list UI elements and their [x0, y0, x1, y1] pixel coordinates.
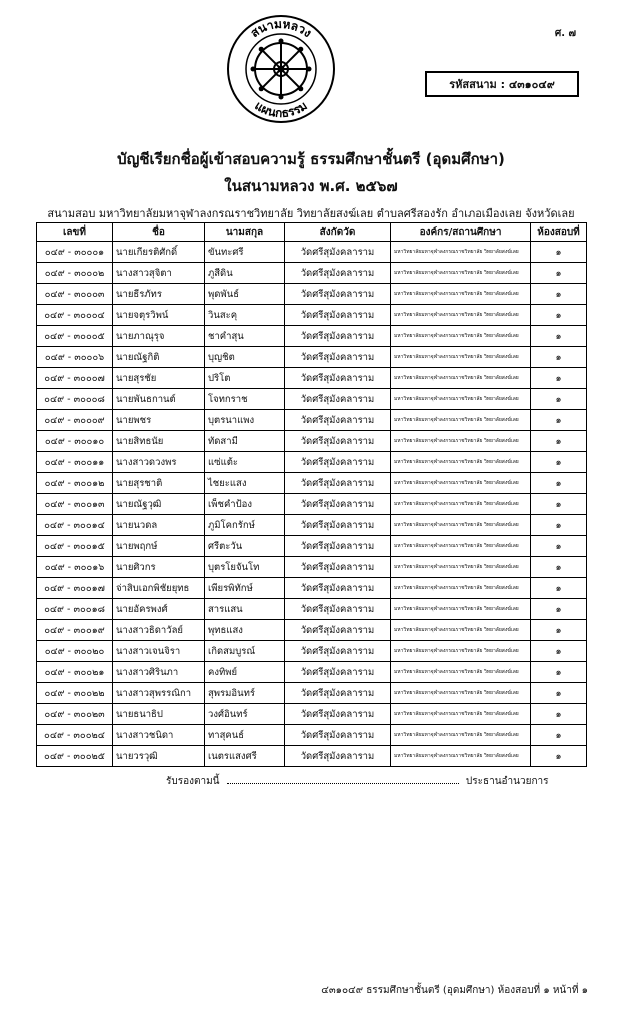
table-row [37, 557, 587, 578]
cell-temple: วัดศรีสุมังคลาราม [285, 578, 391, 599]
cell-surname: พุทธแสง [205, 620, 285, 641]
cell-room: ๑ [531, 263, 587, 284]
cell-name: นายพชร [113, 410, 205, 431]
cell-org: มหาวิทยาลัยมหาจุฬาลงกรณราชวิทยาลัย วิทยาลัยสงฆ์เลย [391, 746, 531, 767]
cell-org: มหาวิทยาลัยมหาจุฬาลงกรณราชวิทยาลัย วิทยาลัยสงฆ์เลย [391, 431, 531, 452]
cell-room: ๑ [531, 683, 587, 704]
cell-id: ๐๔๙ - ๓๐๐๐๒ [37, 263, 113, 284]
cell-name: นายธีรภัทร [113, 284, 205, 305]
cell-id: ๐๔๙ - ๓๐๐๐๕ [37, 326, 113, 347]
cell-name: นางสาวชนิดา [113, 725, 205, 746]
cell-org: มหาวิทยาลัยมหาจุฬาลงกรณราชวิทยาลัย วิทยาลัยสงฆ์เลย [391, 704, 531, 725]
cell-name: นายจตุรวิพน์ [113, 305, 205, 326]
cell-org: มหาวิทยาลัยมหาจุฬาลงกรณราชวิทยาลัย วิทยาลัยสงฆ์เลย [391, 452, 531, 473]
cell-org: มหาวิทยาลัยมหาจุฬาลงกรณราชวิทยาลัย วิทยาลัยสงฆ์เลย [391, 662, 531, 683]
table-row [37, 704, 587, 725]
cell-surname: บุญชิต [205, 347, 285, 368]
cell-temple: วัดศรีสุมังคลาราม [285, 473, 391, 494]
table-body [37, 242, 587, 767]
cell-id: ๐๔๙ - ๓๐๐๐๗ [37, 368, 113, 389]
form-code: ศ. ๗ [554, 28, 576, 39]
cell-temple: วัดศรีสุมังคลาราม [285, 389, 391, 410]
cell-org: มหาวิทยาลัยมหาจุฬาลงกรณราชวิทยาลัย วิทยาลัยสงฆ์เลย [391, 578, 531, 599]
cell-id: ๐๔๙ - ๓๐๐๑๘ [37, 599, 113, 620]
cell-room: ๑ [531, 368, 587, 389]
cell-org: มหาวิทยาลัยมหาจุฬาลงกรณราชวิทยาลัย วิทยาลัยสงฆ์เลย [391, 284, 531, 305]
table-row [37, 347, 587, 368]
cell-surname: ทัดสามี [205, 431, 285, 452]
cell-id: ๐๔๙ - ๓๐๐๒๕ [37, 746, 113, 767]
cell-room: ๑ [531, 326, 587, 347]
cell-id: ๐๔๙ - ๓๐๐๑๖ [37, 557, 113, 578]
cell-org: มหาวิทยาลัยมหาจุฬาลงกรณราชวิทยาลัย วิทยาลัยสงฆ์เลย [391, 641, 531, 662]
cell-surname: คงทิพย์ [205, 662, 285, 683]
table-row [37, 452, 587, 473]
cell-id: ๐๔๙ - ๓๐๐๒๔ [37, 725, 113, 746]
cell-id: ๐๔๙ - ๓๐๐๒๐ [37, 641, 113, 662]
cell-name: นายณัฐกิติ [113, 347, 205, 368]
cell-temple: วัดศรีสุมังคลาราม [285, 515, 391, 536]
cell-surname: ภูมิโคกรักษ์ [205, 515, 285, 536]
cell-temple: วัดศรีสุมังคลาราม [285, 368, 391, 389]
cell-temple: วัดศรีสุมังคลาราม [285, 704, 391, 725]
cell-name: นายพันธกานต์ [113, 389, 205, 410]
cell-name: นางสาวสุจิตา [113, 263, 205, 284]
table-row [37, 410, 587, 431]
seal-top-text: สนามหลวง [247, 16, 315, 41]
cell-surname: สารแสน [205, 599, 285, 620]
cell-room: ๑ [531, 284, 587, 305]
cell-id: ๐๔๙ - ๓๐๐๐๖ [37, 347, 113, 368]
cell-room: ๑ [531, 536, 587, 557]
table-row [37, 746, 587, 767]
cell-org: มหาวิทยาลัยมหาจุฬาลงกรณราชวิทยาลัย วิทยาลัยสงฆ์เลย [391, 494, 531, 515]
cell-org: มหาวิทยาลัยมหาจุฬาลงกรณราชวิทยาลัย วิทยาลัยสงฆ์เลย [391, 515, 531, 536]
cell-org: มหาวิทยาลัยมหาจุฬาลงกรณราชวิทยาลัย วิทยาลัยสงฆ์เลย [391, 725, 531, 746]
header-temple: สังกัดวัด [285, 223, 391, 242]
cell-room: ๑ [531, 305, 587, 326]
cell-name: นายสิทธนัย [113, 431, 205, 452]
cell-temple: วัดศรีสุมังคลาราม [285, 557, 391, 578]
cell-org: มหาวิทยาลัยมหาจุฬาลงกรณราชวิทยาลัย วิทยาลัยสงฆ์เลย [391, 389, 531, 410]
cell-name: นายสุรชัย [113, 368, 205, 389]
table-row [37, 326, 587, 347]
cell-room: ๑ [531, 599, 587, 620]
cell-surname: ปริโต [205, 368, 285, 389]
cell-room: ๑ [531, 242, 587, 263]
table-row [37, 641, 587, 662]
header-name: ชื่อ [113, 223, 205, 242]
cell-temple: วัดศรีสุมังคลาราม [285, 599, 391, 620]
cell-surname: ศรีตะวัน [205, 536, 285, 557]
table-row [37, 473, 587, 494]
document-title: บัญชีเรียกชื่อผู้เข้าสอบความรู้ ธรรมศึกษาชั้นตรี (อุดมศึกษา) [117, 150, 505, 168]
cell-room: ๑ [531, 557, 587, 578]
cell-surname: ทาสุคนธ์ [205, 725, 285, 746]
table-row [37, 578, 587, 599]
cell-surname: วงศ์อินทร์ [205, 704, 285, 725]
header-surname: นามสกุล [205, 223, 285, 242]
cell-room: ๑ [531, 641, 587, 662]
cell-temple: วัดศรีสุมังคลาราม [285, 683, 391, 704]
cell-room: ๑ [531, 746, 587, 767]
cell-name: นางสาวสุพรรณิกา [113, 683, 205, 704]
header-id: เลขที่ [37, 223, 113, 242]
cell-name: นายนวดล [113, 515, 205, 536]
cell-surname: พุดพันธ์ [205, 284, 285, 305]
cell-org: มหาวิทยาลัยมหาจุฬาลงกรณราชวิทยาลัย วิทยาลัยสงฆ์เลย [391, 599, 531, 620]
cell-temple: วัดศรีสุมังคลาราม [285, 641, 391, 662]
cell-surname: เกิดสมบูรณ์ [205, 641, 285, 662]
examinee-roster-table [36, 222, 587, 767]
cell-name: นางสาวธิดาวัลย์ [113, 620, 205, 641]
cell-name: นางสาวดวงพร [113, 452, 205, 473]
table-row [37, 725, 587, 746]
cell-surname: ขันทะศรี [205, 242, 285, 263]
cell-id: ๐๔๙ - ๓๐๐๐๘ [37, 389, 113, 410]
cell-org: มหาวิทยาลัยมหาจุฬาลงกรณราชวิทยาลัย วิทยาลัยสงฆ์เลย [391, 557, 531, 578]
cell-name: นางสาวศิรินภา [113, 662, 205, 683]
cell-temple: วัดศรีสุมังคลาราม [285, 263, 391, 284]
cell-room: ๑ [531, 494, 587, 515]
header-org: องค์กร/สถานศึกษา [391, 223, 531, 242]
cell-id: ๐๔๙ - ๓๐๐๑๓ [37, 494, 113, 515]
cell-room: ๑ [531, 725, 587, 746]
cell-temple: วัดศรีสุมังคลาราม [285, 347, 391, 368]
cell-id: ๐๔๙ - ๓๐๐๑๗ [37, 578, 113, 599]
cell-id: ๐๔๙ - ๓๐๐๑๙ [37, 620, 113, 641]
cell-id: ๐๔๙ - ๓๐๐๑๒ [37, 473, 113, 494]
cell-name: นายศิวกร [113, 557, 205, 578]
cell-surname: เพียรพิทักษ์ [205, 578, 285, 599]
cell-id: ๐๔๙ - ๓๐๐๒๑ [37, 662, 113, 683]
cell-id: ๐๔๙ - ๓๐๐๒๓ [37, 704, 113, 725]
cell-id: ๐๔๙ - ๓๐๐๑๔ [37, 515, 113, 536]
cell-surname: เพ็ชคำป้อง [205, 494, 285, 515]
table-header-row [37, 223, 587, 242]
cell-room: ๑ [531, 473, 587, 494]
cell-surname: โจทกราช [205, 389, 285, 410]
cell-org: มหาวิทยาลัยมหาจุฬาลงกรณราชวิทยาลัย วิทยาลัยสงฆ์เลย [391, 536, 531, 557]
svg-text:แผนกธรรม [252, 98, 310, 120]
cell-room: ๑ [531, 347, 587, 368]
cell-org: มหาวิทยาลัยมหาจุฬาลงกรณราชวิทยาลัย วิทยาลัยสงฆ์เลย [391, 620, 531, 641]
cell-id: ๐๔๙ - ๓๐๐๑๕ [37, 536, 113, 557]
cell-id: ๐๔๙ - ๓๐๐๑๑ [37, 452, 113, 473]
cell-temple: วัดศรีสุมังคลาราม [285, 494, 391, 515]
table-row [37, 305, 587, 326]
signature-dotted-line [227, 775, 459, 784]
cell-temple: วัดศรีสุมังคลาราม [285, 305, 391, 326]
cell-temple: วัดศรีสุมังคลาราม [285, 620, 391, 641]
cell-room: ๑ [531, 704, 587, 725]
cell-temple: วัดศรีสุมังคลาราม [285, 431, 391, 452]
cell-name: นายพฤกษ์ [113, 536, 205, 557]
cell-name: นายวรวุฒิ [113, 746, 205, 767]
cell-room: ๑ [531, 452, 587, 473]
cell-org: มหาวิทยาลัยมหาจุฬาลงกรณราชวิทยาลัย วิทยาลัยสงฆ์เลย [391, 305, 531, 326]
cell-org: มหาวิทยาลัยมหาจุฬาลงกรณราชวิทยาลัย วิทยาลัยสงฆ์เลย [391, 347, 531, 368]
table-row [37, 620, 587, 641]
page-footer: ๔๓๑๐๔๙ ธรรมศึกษาชั้นตรี (อุดมศึกษา) ห้องสอบที่ ๑ หน้าที่ ๑ [321, 985, 588, 996]
table-row [37, 431, 587, 452]
cell-room: ๑ [531, 410, 587, 431]
cell-org: มหาวิทยาลัยมหาจุฬาลงกรณราชวิทยาลัย วิทยาลัยสงฆ์เลย [391, 263, 531, 284]
site-code: รหัสสนาม : ๔๓๑๐๔๙ [425, 71, 579, 97]
cell-surname: ภูสีดิน [205, 263, 285, 284]
cell-org: มหาวิทยาลัยมหาจุฬาลงกรณราชวิทยาลัย วิทยาลัยสงฆ์เลย [391, 242, 531, 263]
cell-room: ๑ [531, 662, 587, 683]
cell-name: นายณัฐวุฒิ [113, 494, 205, 515]
cell-temple: วัดศรีสุมังคลาราม [285, 725, 391, 746]
cell-id: ๐๔๙ - ๓๐๐๒๒ [37, 683, 113, 704]
cell-room: ๑ [531, 431, 587, 452]
cell-room: ๑ [531, 389, 587, 410]
table-row [37, 368, 587, 389]
cell-surname: บุตรโยจันโท [205, 557, 285, 578]
cell-room: ๑ [531, 620, 587, 641]
cell-id: ๐๔๙ - ๓๐๐๐๙ [37, 410, 113, 431]
exam-location: สนามสอบ มหาวิทยาลัยมหาจุฬาลงกรณราชวิทยาลัย วิทยาลัยสงฆ์เลย ตำบลศรีสองรัก อำเภอเมืองเลย จังหวัดเลย [47, 207, 575, 220]
cell-surname: สุพรมอินทร์ [205, 683, 285, 704]
table-row [37, 494, 587, 515]
table-row [37, 515, 587, 536]
cell-name: นายเกียรติศักดิ์ [113, 242, 205, 263]
cell-room: ๑ [531, 578, 587, 599]
cell-org: มหาวิทยาลัยมหาจุฬาลงกรณราชวิทยาลัย วิทยาลัยสงฆ์เลย [391, 368, 531, 389]
cell-temple: วัดศรีสุมังคลาราม [285, 662, 391, 683]
cell-org: มหาวิทยาลัยมหาจุฬาลงกรณราชวิทยาลัย วิทยาลัยสงฆ์เลย [391, 473, 531, 494]
cell-id: ๐๔๙ - ๓๐๐๑๐ [37, 431, 113, 452]
table-row [37, 284, 587, 305]
cell-room: ๑ [531, 515, 587, 536]
cell-name: นายภาณุรุจ [113, 326, 205, 347]
table-row [37, 662, 587, 683]
cell-temple: วัดศรีสุมังคลาราม [285, 746, 391, 767]
seal-bottom-text: แผนกธรรม [252, 98, 310, 121]
cell-surname: แซ่แต้ะ [205, 452, 285, 473]
cell-temple: วัดศรีสุมังคลาราม [285, 242, 391, 263]
document-subtitle: ในสนามหลวง พ.ศ. ๒๕๖๗ [224, 177, 398, 195]
cell-name: นายสุรชาติ [113, 473, 205, 494]
cell-org: มหาวิทยาลัยมหาจุฬาลงกรณราชวิทยาลัย วิทยาลัยสงฆ์เลย [391, 326, 531, 347]
cell-temple: วัดศรีสุมังคลาราม [285, 326, 391, 347]
cell-name: นายธนาธิป [113, 704, 205, 725]
cell-temple: วัดศรีสุมังคลาราม [285, 536, 391, 557]
cell-name: นางสาวเจนจิรา [113, 641, 205, 662]
certify-prefix: รับรองตามนี้ [166, 776, 220, 787]
table-row [37, 389, 587, 410]
header-room: ห้องสอบที่ [531, 223, 587, 242]
table-row [37, 263, 587, 284]
cell-surname: ชาคำสุน [205, 326, 285, 347]
cell-temple: วัดศรีสุมังคลาราม [285, 410, 391, 431]
cell-id: ๐๔๙ - ๓๐๐๐๓ [37, 284, 113, 305]
cell-name: จ่าสิบเอกพิชัยยุทธ [113, 578, 205, 599]
cell-surname: วินสะคุ [205, 305, 285, 326]
certification-line [166, 774, 549, 789]
table-row [37, 536, 587, 557]
table-row [37, 599, 587, 620]
table-row [37, 242, 587, 263]
cell-surname: บุตรนาแพง [205, 410, 285, 431]
cell-id: ๐๔๙ - ๓๐๐๐๔ [37, 305, 113, 326]
cell-temple: วัดศรีสุมังคลาราม [285, 452, 391, 473]
cell-org: มหาวิทยาลัยมหาจุฬาลงกรณราชวิทยาลัย วิทยาลัยสงฆ์เลย [391, 683, 531, 704]
certify-suffix: ประธานอำนวยการ [465, 776, 549, 787]
cell-org: มหาวิทยาลัยมหาจุฬาลงกรณราชวิทยาลัย วิทยาลัยสงฆ์เลย [391, 410, 531, 431]
dharma-wheel-seal [226, 14, 336, 124]
table-row [37, 683, 587, 704]
cell-id: ๐๔๙ - ๓๐๐๐๑ [37, 242, 113, 263]
cell-surname: ไชยะแสง [205, 473, 285, 494]
cell-surname: เนตรแสงศรี [205, 746, 285, 767]
cell-temple: วัดศรีสุมังคลาราม [285, 284, 391, 305]
cell-name: นายอัครพงศ์ [113, 599, 205, 620]
